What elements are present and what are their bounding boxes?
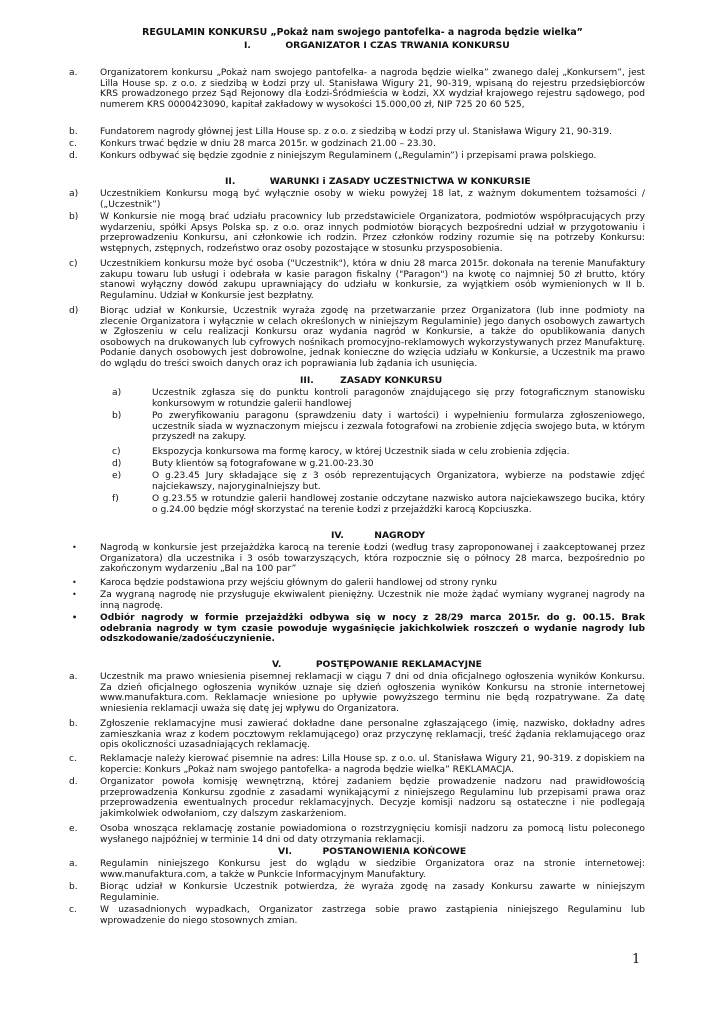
item-marker: d) bbox=[69, 306, 79, 316]
item-marker: b. bbox=[69, 882, 78, 892]
list-item bbox=[72, 613, 645, 645]
item-marker: a) bbox=[112, 388, 122, 398]
list-item bbox=[69, 905, 645, 926]
item-marker: a) bbox=[69, 189, 79, 199]
item-marker: d. bbox=[69, 151, 78, 161]
item-marker: a. bbox=[69, 859, 78, 869]
section-6-title: POSTANOWIENIA KOŃCOWE bbox=[322, 846, 467, 857]
list-item bbox=[112, 459, 645, 470]
list-item bbox=[69, 189, 645, 210]
item-text: Konkurs trwać będzie w dniu 28 marca 2015r. w godzinach 21.00 – 23.30. bbox=[100, 139, 436, 149]
item-text: Odbiór nagrody w formie przejażdżki odbywa się w nocy z 28/29 marca 2015r. do g. 00.15. Brak odebrania nagrody w tym czasie powoduje wygaśnięcie jakichkolwiek roszczeń o wydanie nagrody lub odszkodowanie/zadośćuczynienie. bbox=[100, 613, 645, 645]
list-item bbox=[69, 754, 645, 775]
list-item bbox=[69, 824, 645, 845]
list-item bbox=[69, 151, 645, 162]
item-text: Uczestnikiem Konkursu mogą być wyłącznie osoby w wieku powyżej 18 lat, z ważnym dokumentem tożsamości / („Uczestnik”) bbox=[100, 189, 645, 210]
item-text: W uzasadnionych wypadkach, Organizator zastrzega sobie prawo zastąpienia niniejszego Regulaminu lub wprowadzenie do niego stosownych zmian. bbox=[100, 905, 645, 926]
item-text: Osoba wnosząca reklamację zostanie powiadomiona o rozstrzygnięciu komisji nadzoru za pomocą listu poleconego wysłanego najpóźniej w terminie 14 dni od daty otrzymania reklamacji. bbox=[100, 824, 645, 845]
item-marker: b. bbox=[69, 127, 78, 137]
item-marker: • bbox=[72, 613, 78, 622]
item-marker: c. bbox=[69, 905, 77, 915]
item-text: O g.23.45 Jury składające się z 3 osób reprezentujących Organizatora, wybierze na podstawie zdjęć najciekawszy, najoryginalniejszy but. bbox=[152, 471, 645, 492]
item-marker: b) bbox=[69, 212, 79, 222]
item-marker: f) bbox=[112, 494, 119, 504]
list-item bbox=[69, 882, 645, 903]
section-2-title: WARUNKI i ZASADY UCZESTNICTWA W KONKURSIE bbox=[269, 176, 531, 187]
list-item bbox=[112, 494, 645, 515]
section-3-title: ZASADY KONKURSU bbox=[340, 375, 443, 386]
item-text: Uczestnikiem konkursu może być osoba ("Uczestnik"), która w dniu 28 marca 2015r. dokonała na terenie Manufaktury zakupu towaru lub usługi i odebrała w kasie paragon fiskalny ("Paragon") na kwotę co najmniej 50 zł brutto, który stanowi wyłączny dowód zakupu uprawniający do udziału w konkursie, za wyjątkiem osób wymienionych w II b. Regulaminu. Udział w Konkursie jest bezpłatny. bbox=[100, 259, 645, 301]
list-item bbox=[69, 859, 645, 880]
section-4-heading bbox=[331, 531, 425, 542]
item-text: Zgłoszenie reklamacyjne musi zawierać dokładne dane personalne zgłaszającego (imię, nazwisko, dokładny adres zamieszkania wraz z kodem pocztowym reklamującego) oraz przyczynę reklamacji, treść żądania reklamującego oraz opis okoliczności uzasadniających reklamację. bbox=[100, 719, 645, 751]
item-text: O g.23.55 w rotundzie galerii handlowej zostanie odczytane nazwisko autora najciekawszego bucika, który o g.24.00 będzie mógł skorzystać na terenie Łodzi z przejażdżki karocą Kopciuszka. bbox=[152, 494, 645, 515]
item-text: Biorąc udział w Konkursie, Uczestnik wyraża zgodę na przetwarzanie przez Organizatora (lub inne podmioty na zlecenie Organizatora i wyłącznie w celach określonych w niniejszym Regulaminie) jego danych osobowych zawartych w Zgłoszeniu w celu realizacji Konkursu oraz wydania nagród w Konkursie, a także do opublikowania danych osobowych na drukowanych lub cyfrowych nośnikach promocyjno-reklamowych wykorzystywanych przez Manufakturę. Podanie danych osobowych jest dobrowolne, jednak konieczne do wzięcia udziału w Konkursie, a Uczestnik ma prawo do wglądu do treści swoich danych oraz ich poprawiania lub żądania ich usunięcia. bbox=[100, 306, 645, 369]
list-item bbox=[69, 68, 645, 110]
item-marker: e. bbox=[69, 824, 78, 834]
item-marker: • bbox=[72, 543, 77, 552]
item-marker: • bbox=[72, 578, 77, 587]
list-item bbox=[112, 447, 645, 458]
list-item bbox=[69, 212, 645, 254]
item-text: Organizator powoła komisję wewnętrzną, której zadaniem będzie prowadzenie nadzoru nad prawidłowością przeprowadzenia Konkursu zgodnie z zasadami wynikającymi z niniejszego Regulaminu lub przepisami prawa oraz przeprowadzenia ewentualnych procedur reklamacyjnych. Decyzje komisji nadzoru są ostateczne i nie podlegają jakimkolwiek odwołaniom, czy dalszym zaskarżeniom. bbox=[100, 777, 645, 819]
section-2-number: II. bbox=[225, 176, 236, 187]
item-text: Biorąc udział w Konkursie Uczestnik potwierdza, że wyraża zgodę na zasady Konkursu zawarte w niniejszym Regulaminie. bbox=[100, 882, 645, 903]
list-item bbox=[69, 672, 645, 714]
list-item bbox=[69, 777, 645, 819]
list-item bbox=[112, 388, 645, 409]
item-text: Regulamin niniejszego Konkursu jest do wglądu w siedzibie Organizatora oraz na stronie internetowej: www.manufaktura.com, a także w Punkcie Informacyjnym Manufaktury. bbox=[100, 859, 645, 880]
list-item bbox=[69, 719, 645, 751]
section-4-title: NAGRODY bbox=[374, 530, 426, 541]
item-text: Buty klientów są fotografowane w g.21.00-23.30 bbox=[152, 459, 374, 469]
section-2-heading bbox=[225, 177, 531, 188]
item-text: W Konkursie nie mogą brać udziału pracownicy lub przedstawiciele Organizatora, podmiotów współpracujących przy wydarzeniu, spółki Apsys Polska sp. z o.o. oraz innych podmiotów biorących bezpośredni udział w przygotowaniu i przeprowadzeniu Konkursu, ani członkowie ich rodzin. Przez członków rodziny rozumie się na potrzeby Konkursu: wstępnych, zstępnych, rodzeństwo oraz osoby pozostające w stosunku przysposobienia. bbox=[100, 212, 645, 254]
list-item bbox=[69, 306, 645, 370]
item-text: Po zweryfikowaniu paragonu (sprawdzeniu daty i wartości) i wypełnieniu formularza zgłoszeniowego, uczestnik siada w wyznaczonym miejscu i zezwala fotografowi na zrobienie zdjęcia swojego buta, w którym przyszedł na zakupy. bbox=[152, 411, 645, 443]
section-1-title: ORGANIZATOR I CZAS TRWANIA KONKURSU bbox=[285, 40, 510, 51]
item-text: Konkurs odbywać się będzie zgodnie z niniejszym Regulaminem („Regulamin”) i przepisami prawa polskiego. bbox=[100, 151, 597, 161]
list-item bbox=[69, 127, 645, 138]
section-3-heading bbox=[300, 376, 442, 387]
list-item bbox=[72, 543, 645, 575]
list-item bbox=[69, 139, 645, 150]
list-item bbox=[112, 471, 645, 492]
section-6-number: VI. bbox=[278, 846, 293, 857]
item-marker: d) bbox=[112, 459, 122, 469]
section-1-number: I. bbox=[244, 40, 251, 51]
document-title: REGULAMIN KONKURSU „Pokaż nam swojego pantofelka- a nagroda będzie wielka” bbox=[142, 27, 583, 38]
section-6-heading bbox=[278, 847, 466, 858]
item-marker: c. bbox=[69, 754, 77, 764]
item-marker: d. bbox=[69, 777, 78, 787]
section-5-heading bbox=[272, 660, 482, 671]
section-4-number: IV. bbox=[331, 530, 344, 541]
item-text: Reklamacje należy kierować pisemnie na adres: Lilla House sp. z o.o. ul. Stanisława Wigury 21, 90-319. z dopiskiem na kopercie: Konkurs „Pokaż nam swojego pantofelka- a nagroda będzie wielka” REKLAMACJA. bbox=[100, 754, 645, 775]
section-5-title: POSTĘPOWANIE REKLAMACYJNE bbox=[315, 659, 482, 670]
page-number: 1 bbox=[632, 952, 641, 967]
section-5-number: V. bbox=[272, 659, 282, 670]
item-text: Fundatorem nagrody głównej jest Lilla House sp. z o.o. z siedzibą w Łodzi przy ul. Stanisława Wigury 21, 90-319. bbox=[100, 127, 612, 137]
item-text: Ekspozycja konkursowa ma formę karocy, w której Uczestnik siada w celu zrobienia zdjęcia. bbox=[152, 447, 570, 457]
item-marker: b) bbox=[112, 411, 122, 421]
list-item bbox=[112, 411, 645, 443]
item-text: Uczestnik ma prawo wniesienia pisemnej reklamacji w ciągu 7 dni od dnia oficjalnego ogłoszenia wyników Konkursu. Za dzień oficjalnego ogłoszenia wyników uznaje się dzień ogłoszenia wyników Konkursu na stronie internetowej www.manufaktura.com. Reklamacje wniesione po upływie powyższego terminu nie będą rozpatrywane. Za datę wniesienia reklamacji uważa się datę jej wpływu do Organizatora. bbox=[100, 672, 645, 714]
item-marker: c) bbox=[69, 259, 78, 269]
item-text: Uczestnik zgłasza się do punktu kontroli paragonów znajdującego się przy fotograficznym stanowisku konkursowym w rotundzie galerii handlowej bbox=[152, 388, 645, 409]
item-marker: b. bbox=[69, 719, 78, 729]
item-text: Karoca będzie podstawiona przy wejściu głównym do galerii handlowej od strony rynku bbox=[100, 578, 497, 588]
item-marker: e) bbox=[112, 471, 122, 481]
item-marker: c) bbox=[112, 447, 121, 457]
item-text: Za wygraną nagrodę nie przysługuje ekwiwalent pieniężny. Uczestnik nie może żądać wymiany wygranej nagrody na inną nagrodę. bbox=[100, 590, 645, 611]
list-item bbox=[69, 259, 645, 301]
list-item bbox=[72, 590, 645, 611]
list-item bbox=[72, 578, 645, 589]
item-marker: a. bbox=[69, 672, 78, 682]
item-marker: c. bbox=[69, 139, 77, 149]
item-text: Nagrodą w konkursie jest przejażdżka karocą na terenie Łodzi (według trasy zaproponowanej i zaakceptowanej przez Organizatora) dla uczestnika i 3 osób towarzyszących, która rozpocznie się o północy 28 marca, bezpośrednio po zakończonym wydarzeniu „Bal na 100 par” bbox=[100, 543, 645, 575]
section-3-number: III. bbox=[300, 375, 314, 386]
item-text: Organizatorem konkursu „Pokaż nam swojego pantofelka- a nagroda będzie wielka” zwanego dalej „Konkursem”, jest Lilla House sp. z o.o. z siedzibą w Łodzi przy ul. Stanisława Wigury 21, 90-319, wpisaną do rejestru przedsiębiorców KRS prowadzonego przez Sąd Rejonowy dla Łodzi-Śródmieścia w Łodzi, XX wydział krajowego rejestru sądowego, pod numerem KRS 0000423090, kapitał zakładowy w wysokości 15.000,00 zł, NIP 725 20 60 525, bbox=[100, 68, 645, 110]
item-marker: • bbox=[72, 590, 77, 599]
item-marker: a. bbox=[69, 68, 78, 78]
section-1-heading bbox=[244, 41, 510, 52]
